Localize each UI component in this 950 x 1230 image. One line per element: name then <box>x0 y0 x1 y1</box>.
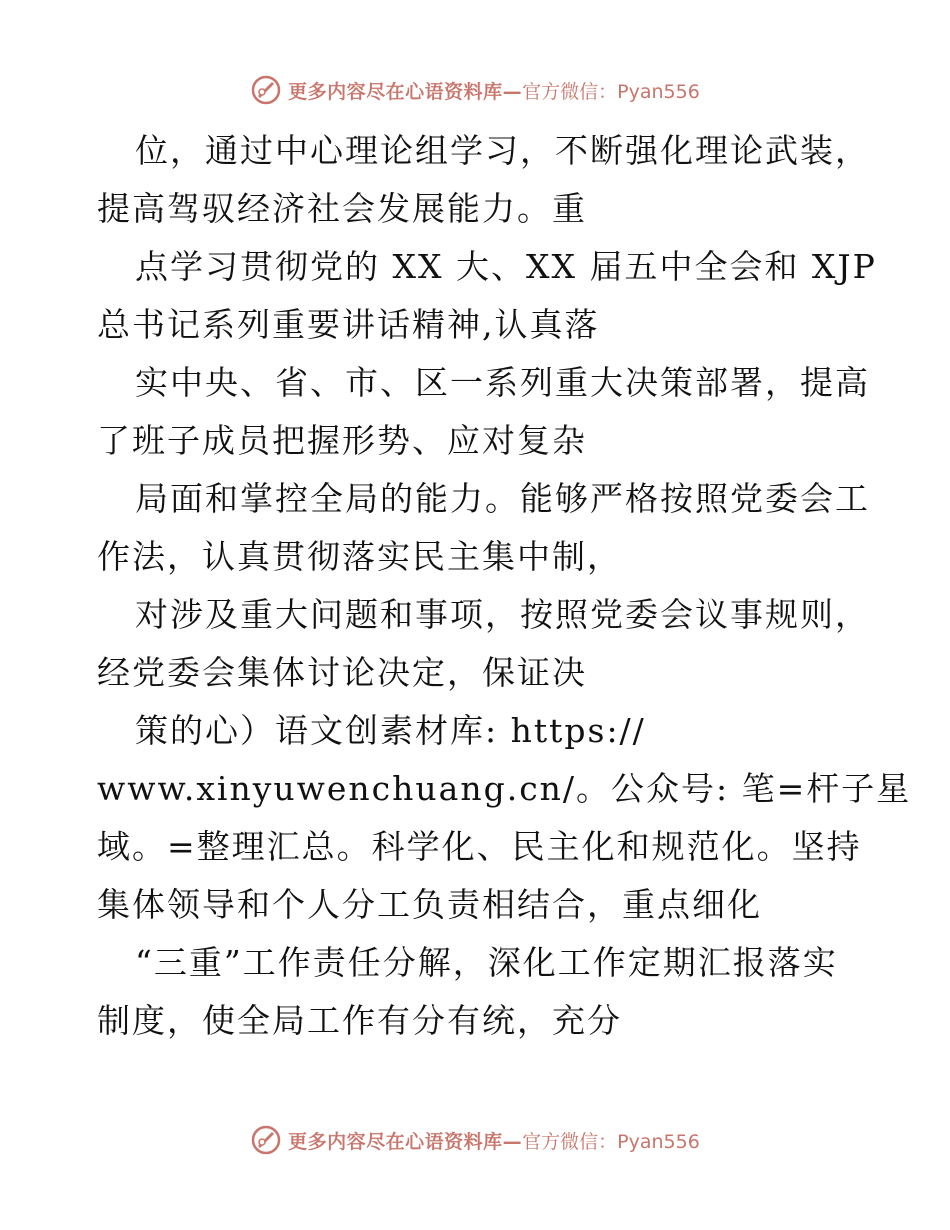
body-line: 集体领导和个人分工负责相结合，重点细化 <box>97 885 762 924</box>
body-line: 作法，认真贯彻落实民主集中制， <box>97 537 622 576</box>
footer-watermark <box>0 1120 950 1160</box>
watermark-wechat: 官方微信：Pyan556 <box>522 80 700 103</box>
body-line: 对涉及重大问题和事项，按照党委会议事规则， <box>135 595 870 634</box>
body-line: 实中央、省、市、区一系列重大决策部署，提高 <box>135 363 870 402</box>
body-line: 制度，使全局工作有分有统，充分 <box>97 1001 622 1040</box>
body-line: www.xinyuwenchuang.cn/。公众号: 笔=杆子星 <box>97 769 912 808</box>
body-line: 策的心）语文创素材库: https:// <box>135 711 646 750</box>
header-watermark <box>0 70 950 110</box>
body-line: 经党委会集体讨论决定，保证决 <box>97 653 587 692</box>
body-line: 提高驾驭经济社会发展能力。重 <box>97 189 587 228</box>
body-line: “三重”工作责任分解，深化工作定期汇报落实 <box>135 943 838 982</box>
body-line: 点学习贯彻党的 XX 大、XX 届五中全会和 XJP <box>135 247 877 286</box>
body-line: 局面和掌控全局的能力。能够严格按照党委会工 <box>135 479 870 518</box>
quill-logo-icon <box>250 74 282 106</box>
body-line: 了班子成员把握形势、应对复杂 <box>97 421 587 460</box>
watermark-text: 更多内容尽在心语资料库— <box>288 1130 523 1153</box>
body-line: 总书记系列重要讲话精神,认真落 <box>97 305 600 344</box>
watermark-wechat: 官方微信：Pyan556 <box>522 1130 700 1153</box>
body-line: 位，通过中心理论组学习，不断强化理论武装， <box>135 131 870 170</box>
quill-logo-icon <box>250 1124 282 1156</box>
document-body <box>97 122 912 1050</box>
watermark-text: 更多内容尽在心语资料库— <box>288 80 523 103</box>
body-line: 域。=整理汇总。科学化、民主化和规范化。坚持 <box>97 827 862 866</box>
